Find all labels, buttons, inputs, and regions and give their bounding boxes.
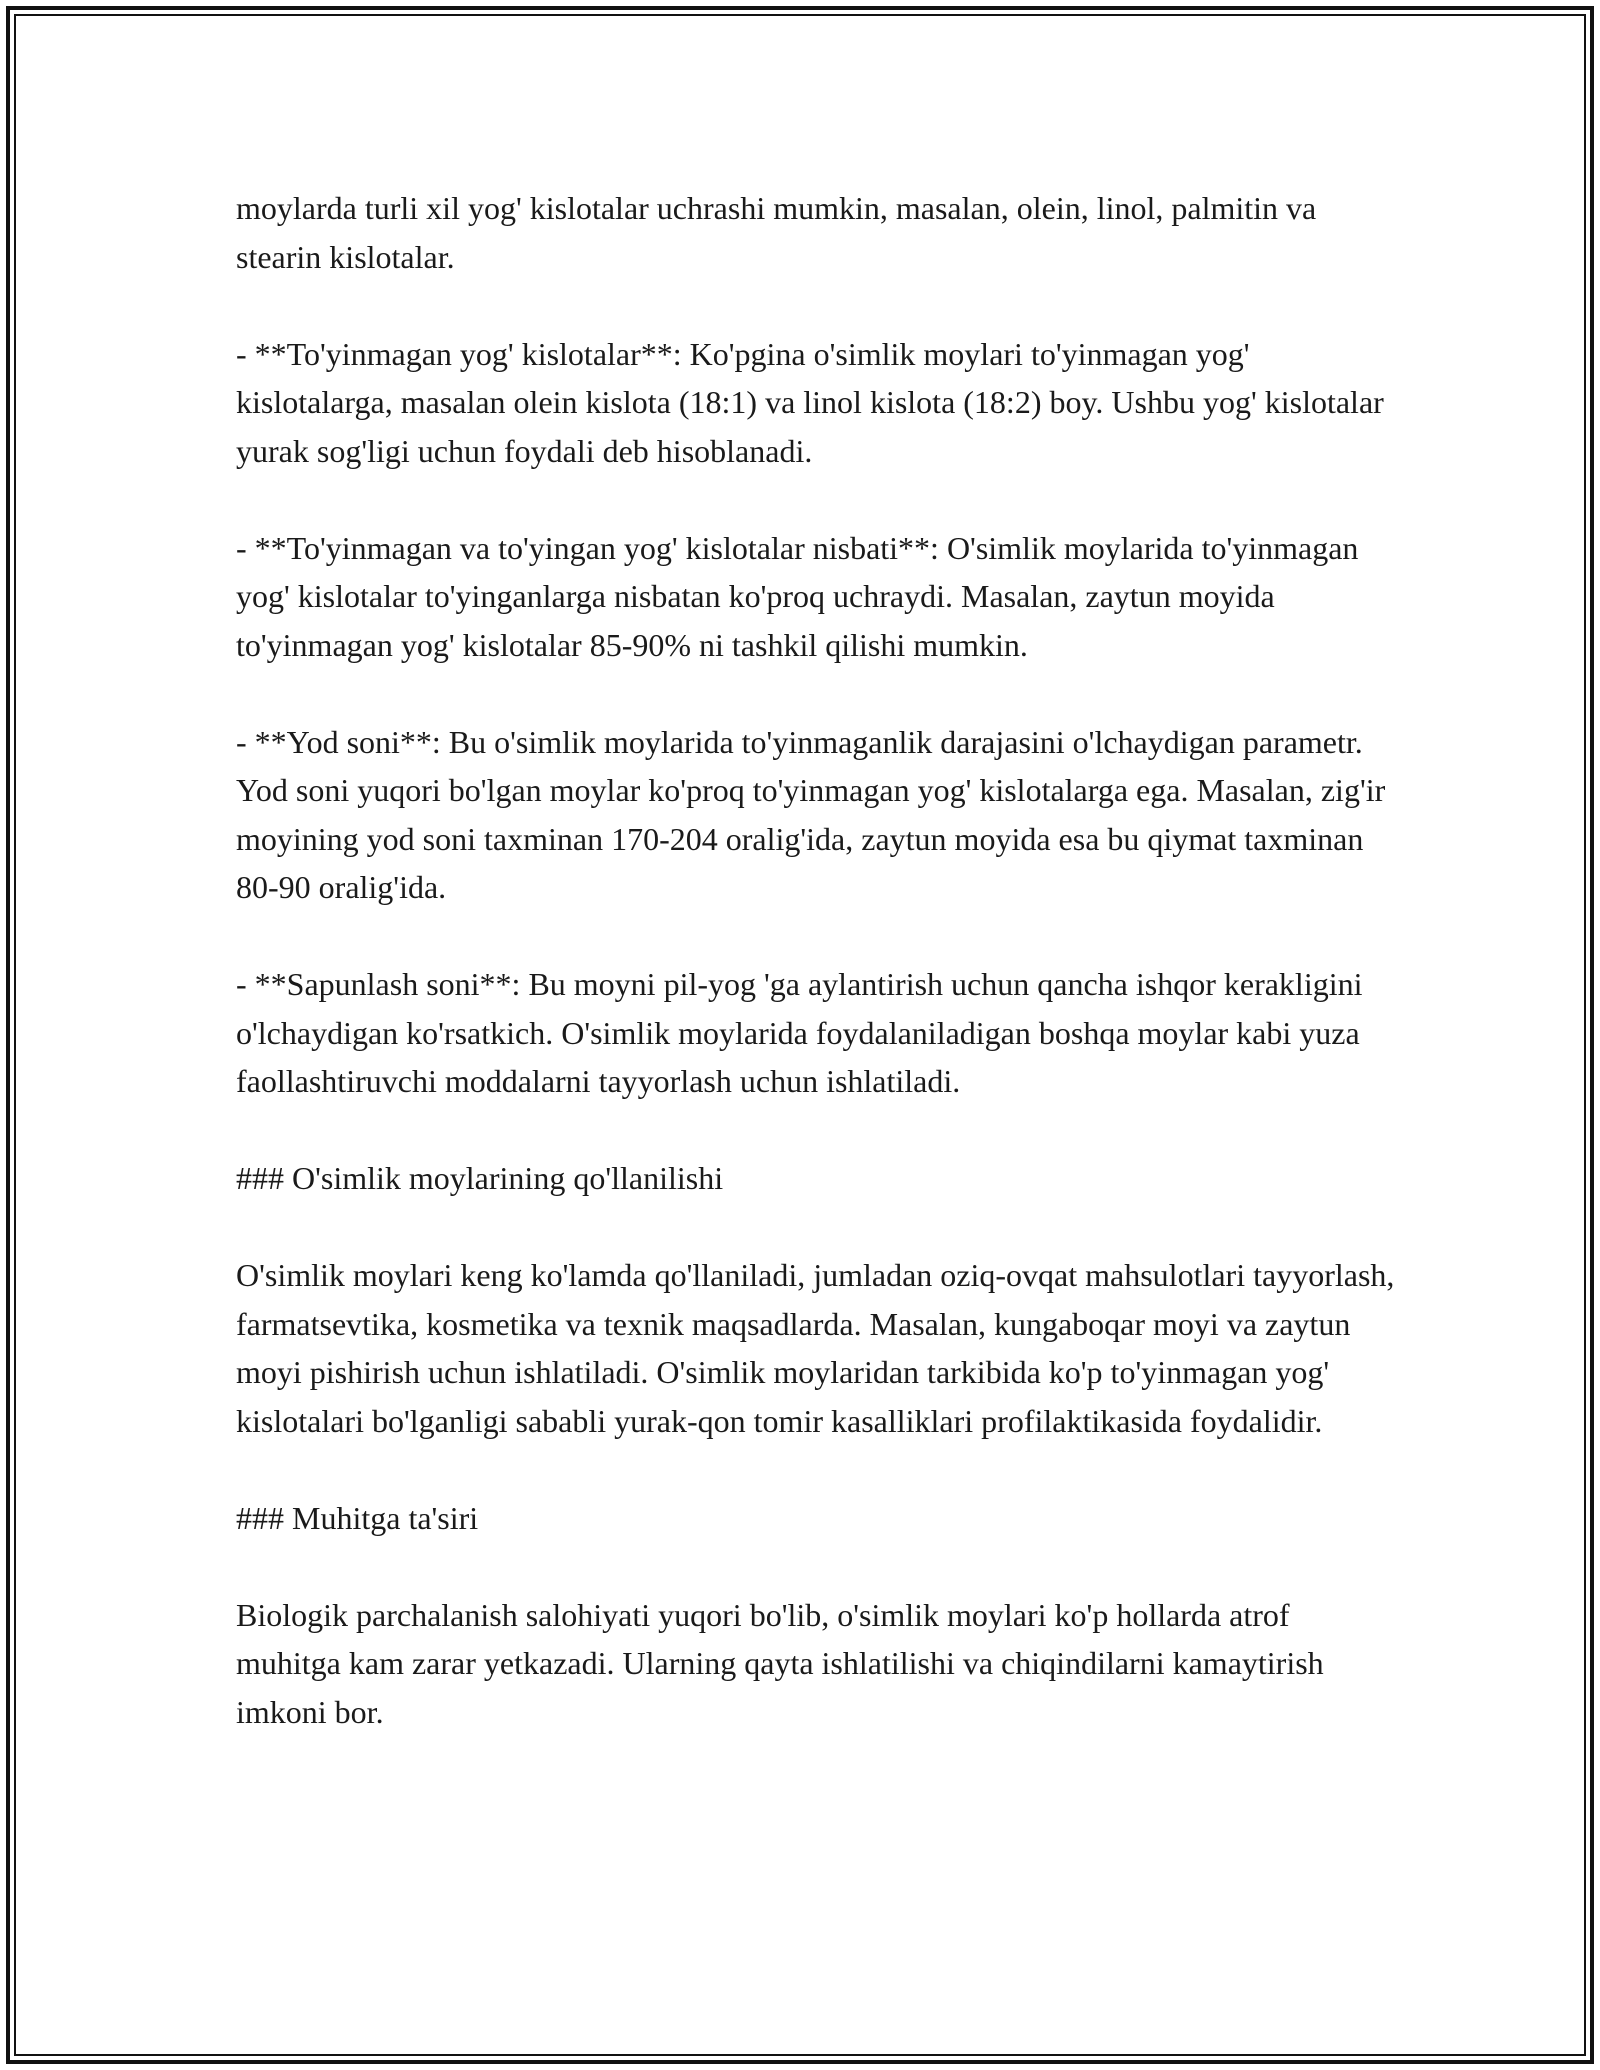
list-item-unsaturated-fatty-acids: - **To'yinmagan yog' kislotalar**: Ko'pgina o'simlik moylari to'yinmagan yog' kislotalarga, masalan olein kislota (18:1) va linol kislota (18:2) boy. Ushbu yog' kislotalar yurak sog'ligi uchun foydali deb hisoblanadi.: [236, 335, 1384, 469]
paragraph-applications: O'simlik moylari keng ko'lamda qo'llaniladi, jumladan oziq-ovqat mahsulotlari tayyorlash, farmatsevtika, kosmetika va texnik maqsadlarda. Masalan, kungaboqar moyi va zaytun moyi pishirish uchun ishlatiladi. O'simlik moylaridan tarkibida ko'p to'yinmagan yog' kislotalari bo'lganligi sababli yurak-qon tomir kasalliklari profilaktikasida foydalidir.: [236, 1257, 1395, 1439]
paragraph-fatty-acids-intro: moylarda turli xil yog' kislotalar uchrashi mumkin, masalan, olein, linol, palmitin va stearin kislotalar.: [236, 190, 1317, 275]
list-item-saponification-value: - **Sapunlash soni**: Bu moyni pil-yog 'ga aylantirish uchun qancha ishqor kerakligini o'lchaydigan ko'rsatkich. O'simlik moylarida foydalaniladigan boshqa moylar kabi yuza faollashtiruvchi moddalarni tayyorlash uchun ishlatiladi.: [236, 966, 1363, 1099]
section-heading-applications: ### O'simlik moylarining qo'llanilishi: [236, 1160, 724, 1196]
list-item-unsaturated-saturated-ratio: - **To'yinmagan va to'yingan yog' kislotalar nisbati**: O'simlik moylarida to'yinmagan yog' kislotalar to'yinganlarga nisbatan ko'proq uchraydi. Masalan, zaytun moyida to'yinmagan yog' kislotalar 85-90% ni tashkil qilishi mumkin.: [236, 529, 1359, 663]
document-body: [236, 184, 1396, 1736]
list-item-iodine-value: - **Yod soni**: Bu o'simlik moylarida to'yinmaganlik darajasini o'lchaydigan parametr. Yod soni yuqori bo'lgan moylar ko'proq to'yinmagan yog' kislotalarga ega. Masalan, zig'ir moyining yod soni taxminan 170-204 oralig'ida, zaytun moyida esa bu qiymat taxminan 80-90 oralig'ida.: [236, 723, 1386, 905]
paragraph-environment: Biologik parchalanish salohiyati yuqori bo'lib, o'simlik moylari ko'p hollarda atrof muhitga kam zarar yetkazadi. Ularning qayta ishlatilishi va chiqindilarni kamaytirish imkoni bor.: [236, 1596, 1324, 1730]
section-heading-environment: ### Muhitga ta'siri: [236, 1499, 479, 1536]
